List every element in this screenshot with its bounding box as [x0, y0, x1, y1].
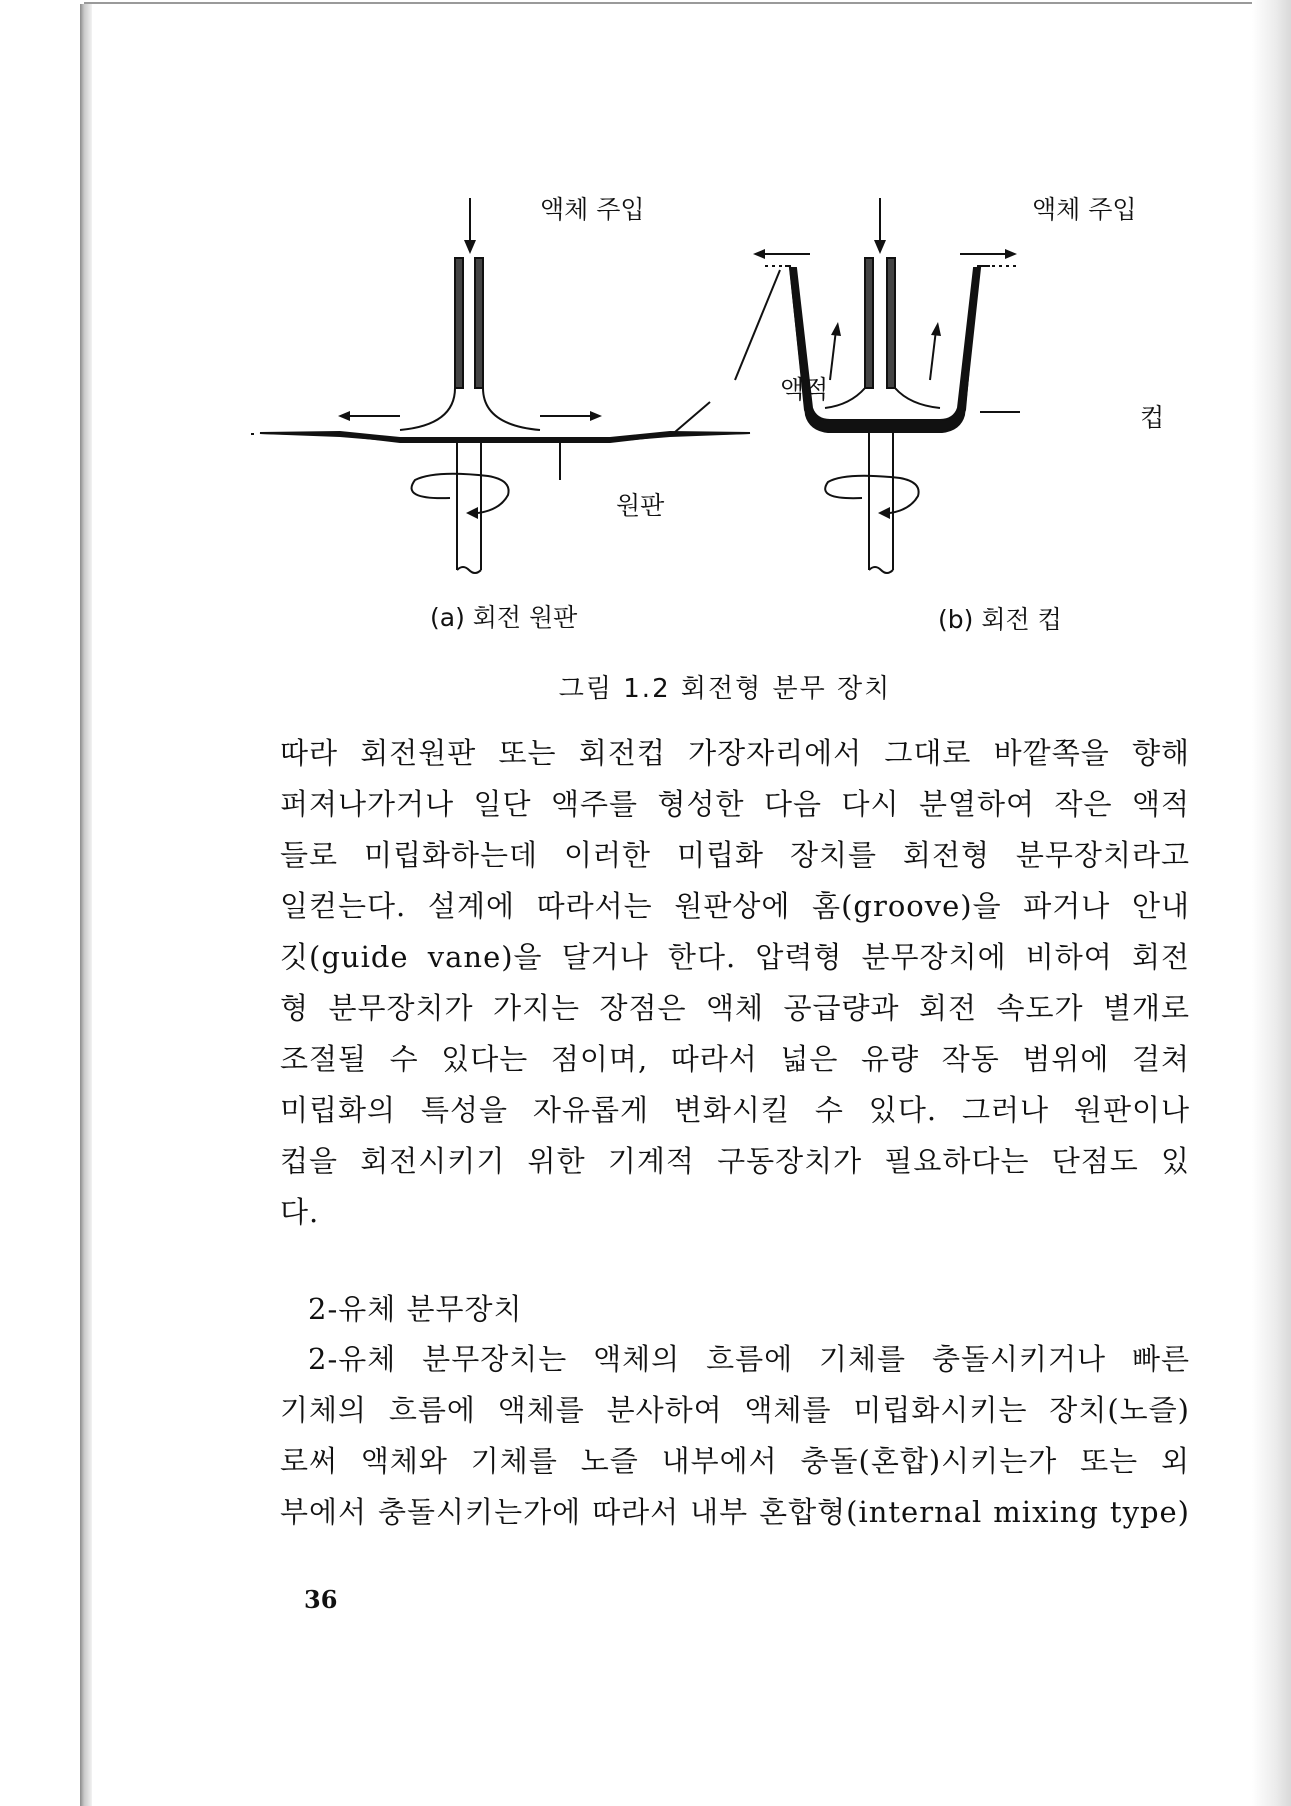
paragraph-1-line: 깃(guide vane)을 달거나 한다. 압력형 분무장치에 비하여 회전: [280, 940, 1190, 974]
paragraph-1-line: 형 분무장치가 가지는 장점은 액체 공급량과 회전 속도가 별개로: [280, 991, 1190, 1025]
label-disk: 원판: [616, 491, 665, 520]
paragraph-2-line: 기체의 흐름에 액체를 분사하여 액체를 미립화시키는 장치(노즐): [280, 1393, 1190, 1427]
paragraph-1-line: 미립화의 특성을 자유롭게 변화시킬 수 있다. 그러나 원판이나: [280, 1093, 1190, 1127]
cup-flow-right: [930, 330, 936, 380]
rotation-arrowhead-b: [878, 507, 890, 519]
film-right-a: [483, 388, 540, 430]
film-left-b: [825, 388, 865, 408]
disk-body: [260, 432, 750, 441]
caption-b: (b) 회전 컵: [938, 605, 1062, 634]
paragraph-1-line: 조절될 수 있다는 점이며, 따라서 넓은 유량 작동 범위에 걸쳐: [280, 1042, 1190, 1076]
outflow-arrowhead-left-b: [753, 249, 765, 259]
label-liquid-inlet-b: 액체 주입: [1032, 195, 1137, 224]
page-number: 36: [304, 1585, 338, 1614]
rotating-cup-diagram: [735, 198, 1020, 573]
flow-arrowhead-left-a: [338, 411, 350, 421]
paragraph-2-line: 로써 액체와 기체를 노즐 내부에서 충돌(혼합)시키는가 또는 외: [280, 1444, 1190, 1478]
inlet-arrowhead-a: [464, 240, 476, 254]
droplet-leader-b: [735, 270, 780, 380]
caption-a: (a) 회전 원판: [430, 603, 578, 632]
paragraph-2: [280, 1334, 1190, 1538]
flow-arrowhead-right-a: [590, 411, 602, 421]
label-cup: 컵: [1140, 403, 1165, 432]
page-top-edge: [84, 2, 1291, 4]
paragraph-1-line: 퍼져나가거나 일단 액주를 형성한 다음 다시 분열하여 작은 액적: [280, 787, 1190, 821]
figure-diagram: [250, 180, 1200, 640]
inlet-arrowhead-b: [874, 240, 886, 254]
rotation-arrow-b: [825, 476, 918, 513]
cup-wall: [790, 268, 980, 432]
paragraph-1-line: 들로 미립화하는데 이러한 미립화 장치를 회전형 분무장치라고: [280, 838, 1190, 872]
section-title: 2-유체 분무장치: [308, 1292, 523, 1326]
rotation-arrowhead-a: [466, 507, 478, 519]
label-droplet: 액적: [780, 375, 829, 404]
paragraph-1-line: 다.: [280, 1195, 320, 1229]
paragraph-1-line: 따라 회전원판 또는 회전컵 가장자리에서 그대로 바깥쪽을 향해: [280, 736, 1190, 770]
cup-flow-arrowhead-right: [931, 322, 941, 336]
film-left-a: [400, 388, 455, 430]
paragraph-2-line: 부에서 충돌시키는가에 따라서 내부 혼합형(internal mixing type): [280, 1495, 1190, 1529]
rotation-arrow-a: [412, 474, 509, 513]
feed-tube-wall-left-b: [865, 258, 873, 388]
paragraph-1: [280, 728, 1190, 1238]
feed-tube-wall-right-a: [475, 258, 483, 388]
film-right-b: [895, 388, 940, 408]
figure-rotary-atomizer: [250, 180, 1200, 640]
cup-flow-left: [830, 330, 836, 380]
paragraph-2-line: 2-유체 분무장치는 액체의 흐름에 기체를 충돌시키거나 빠른: [308, 1342, 1190, 1376]
shaft-break-b: [869, 567, 893, 573]
rotating-disk-diagram: [250, 198, 750, 573]
page-right-shadow: [1252, 0, 1291, 1806]
figure-title: 그림 1.2 회전형 분무 장치: [558, 674, 892, 704]
page-binding-shadow: [80, 4, 92, 1806]
droplet-leader-a: [675, 402, 710, 432]
feed-tube-wall-left-a: [455, 258, 463, 388]
outflow-arrowhead-right-b: [1005, 249, 1017, 259]
shaft-break-a: [457, 567, 481, 573]
cup-flow-arrowhead-left: [831, 322, 841, 336]
label-liquid-inlet-a: 액체 주입: [540, 195, 645, 224]
paragraph-1-line: 일컫는다. 설계에 따라서는 원판상에 홈(groove)을 파거나 안내: [280, 889, 1190, 923]
feed-tube-wall-right-b: [887, 258, 895, 388]
paragraph-1-line: 컵을 회전시키기 위한 기계적 구동장치가 필요하다는 단점도 있: [280, 1144, 1190, 1178]
